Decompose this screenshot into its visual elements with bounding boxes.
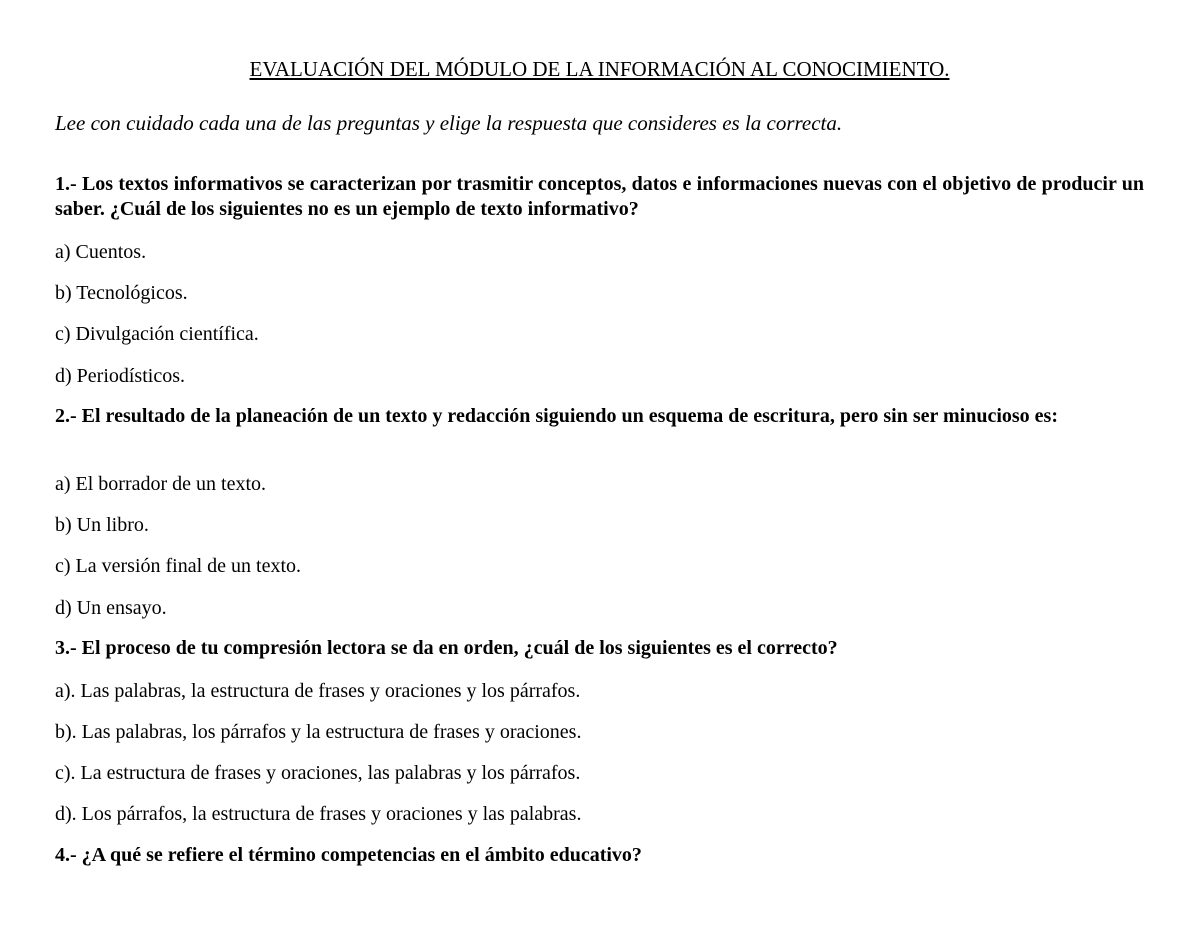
question-2-option-d: d) Un ensayo. [55,597,167,619]
question-1-option-c: c) Divulgación científica. [55,323,259,345]
question-1-option-d: d) Periodísticos. [55,365,185,387]
question-2-text: 2.- El resultado de la planeación de un texto y redacción siguiendo un esquema de escritura, pero sin ser minucioso es: [55,405,1058,427]
question-4-text: 4.- ¿A qué se refiere el término competencias en el ámbito educativo? [55,844,642,866]
question-1-option-a: a) Cuentos. [55,241,147,263]
question-3-option-d: d). Los párrafos, la estructura de frases y oraciones y las palabras. [55,803,582,825]
question-1-option-b: b) Tecnológicos. [55,282,188,304]
question-2-option-c: c) La versión final de un texto. [55,555,302,577]
question-3-text: 3.- El proceso de tu compresión lectora se da en orden, ¿cuál de los siguientes es el correcto? [55,637,838,659]
question-3-option-b: b). Las palabras, los párrafos y la estructura de frases y oraciones. [55,721,582,743]
question-2-option-a: a) El borrador de un texto. [55,473,267,495]
document-title: EVALUACIÓN DEL MÓDULO DE LA INFORMACIÓN AL CONOCIMIENTO. [249,57,950,81]
question-2-option-b: b) Un libro. [55,514,149,536]
instructions-text: Lee con cuidado cada una de las preguntas y elige la respuesta que consideres es la correcta. [55,111,843,135]
question-1-text: 1.- Los textos informativos se caracterizan por trasmitir conceptos, datos e informaciones nuevas con el objetivo de producir un saber. ¿Cuál de los siguientes no es un ejemplo de texto informativo? [55,173,1144,220]
question-3-option-c: c). La estructura de frases y oraciones, las palabras y los párrafos. [55,762,581,784]
question-3-option-a: a). Las palabras, la estructura de frases y oraciones y los párrafos. [55,680,581,702]
